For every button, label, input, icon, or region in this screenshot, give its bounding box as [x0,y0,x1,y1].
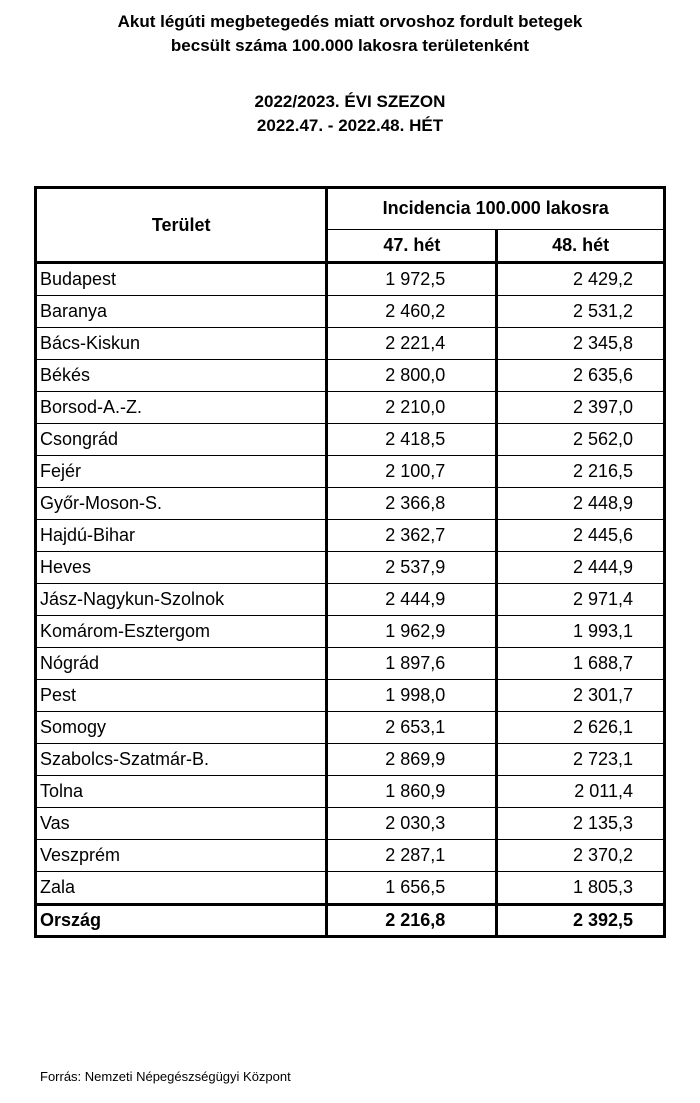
week-47-cell: 2 221,4 [327,328,497,360]
week-47-cell: 2 444,9 [327,584,497,616]
table-row [36,616,665,648]
table-body [36,263,665,905]
week-47-cell: 2 653,1 [327,712,497,744]
week-48-cell: 2 562,0 [497,424,665,456]
title-line-1: Akut légúti megbetegedés miatt orvoshoz fordult betegek [117,12,583,31]
region-cell: Vas [36,808,327,840]
table-row [36,328,665,360]
region-column-header: Terület [36,188,327,263]
week-47-cell: 2 418,5 [327,424,497,456]
season-heading: 2022/2023. ÉVI SZEZON [254,92,446,111]
region-cell: Tolna [36,776,327,808]
week-47-cell: 2 362,7 [327,520,497,552]
table-row [36,872,665,905]
week-47-cell: 2 869,9 [327,744,497,776]
total-week-48-cell: 2 392,5 [497,905,665,937]
region-cell: Bács-Kiskun [36,328,327,360]
week-48-cell: 2 429,2 [497,263,665,296]
total-week-47-cell: 2 216,8 [327,905,497,937]
week-47-cell: 2 100,7 [327,456,497,488]
week-47-cell: 2 366,8 [327,488,497,520]
week-47-cell: 2 030,3 [327,808,497,840]
table-row [36,360,665,392]
table-row [36,520,665,552]
week-48-cell: 2 011,4 [497,776,665,808]
region-cell: Békés [36,360,327,392]
table-row [36,648,665,680]
table-row [36,424,665,456]
week-48-cell: 2 723,1 [497,744,665,776]
week-47-cell: 1 897,6 [327,648,497,680]
week-48-cell: 1 805,3 [497,872,665,905]
region-cell: Fejér [36,456,327,488]
week-47-cell: 1 656,5 [327,872,497,905]
table-row [36,808,665,840]
region-cell: Győr-Moson-S. [36,488,327,520]
week-47-cell: 1 972,5 [327,263,497,296]
week-48-cell: 2 345,8 [497,328,665,360]
week-48-cell: 2 444,9 [497,552,665,584]
region-cell: Veszprém [36,840,327,872]
week-48-cell: 2 531,2 [497,296,665,328]
region-cell: Zala [36,872,327,905]
week-47-cell: 2 287,1 [327,840,497,872]
weeks-heading: 2022.47. - 2022.48. HÉT [256,116,444,135]
week-47-cell: 1 962,9 [327,616,497,648]
region-cell: Komárom-Esztergom [36,616,327,648]
table-row [36,488,665,520]
week-48-cell: 2 626,1 [497,712,665,744]
week-47-cell: 2 800,0 [327,360,497,392]
region-cell: Baranya [36,296,327,328]
total-row [36,905,665,937]
table-row [36,712,665,744]
week-48-cell: 2 971,4 [497,584,665,616]
title-line-2: becsült száma 100.000 lakosra területenként [170,36,530,55]
table-row [36,744,665,776]
incidence-table [34,186,666,938]
region-cell: Hajdú-Bihar [36,520,327,552]
table-row [36,680,665,712]
region-cell: Budapest [36,263,327,296]
region-cell: Szabolcs-Szatmár-B. [36,744,327,776]
table-row [36,840,665,872]
table-row [36,552,665,584]
week-48-cell: 2 216,5 [497,456,665,488]
region-cell: Somogy [36,712,327,744]
week-48-cell: 2 448,9 [497,488,665,520]
region-cell: Heves [36,552,327,584]
total-region-cell: Ország [36,905,327,937]
table-row [36,263,665,296]
table-row [36,584,665,616]
week-48-cell: 2 370,2 [497,840,665,872]
region-cell: Borsod-A.-Z. [36,392,327,424]
week-48-cell: 2 445,6 [497,520,665,552]
table-row [36,392,665,424]
week-48-cell: 1 993,1 [497,616,665,648]
week-47-cell: 2 537,9 [327,552,497,584]
week-48-header: 48. hét [497,229,665,262]
region-cell: Csongrád [36,424,327,456]
source-note: Forrás: Nemzeti Népegészségügyi Központ [40,1069,291,1084]
week-47-cell: 2 460,2 [327,296,497,328]
region-cell: Jász-Nagykun-Szolnok [36,584,327,616]
week-47-header: 47. hét [327,229,497,262]
table-row [36,296,665,328]
region-cell: Nógrád [36,648,327,680]
incidence-column-header: Incidencia 100.000 lakosra [327,188,665,230]
week-48-cell: 2 397,0 [497,392,665,424]
region-cell: Pest [36,680,327,712]
week-47-cell: 2 210,0 [327,392,497,424]
week-47-cell: 1 860,9 [327,776,497,808]
week-48-cell: 2 301,7 [497,680,665,712]
table-row [36,776,665,808]
week-48-cell: 2 635,6 [497,360,665,392]
week-48-cell: 1 688,7 [497,648,665,680]
table-row [36,456,665,488]
week-48-cell: 2 135,3 [497,808,665,840]
week-47-cell: 1 998,0 [327,680,497,712]
